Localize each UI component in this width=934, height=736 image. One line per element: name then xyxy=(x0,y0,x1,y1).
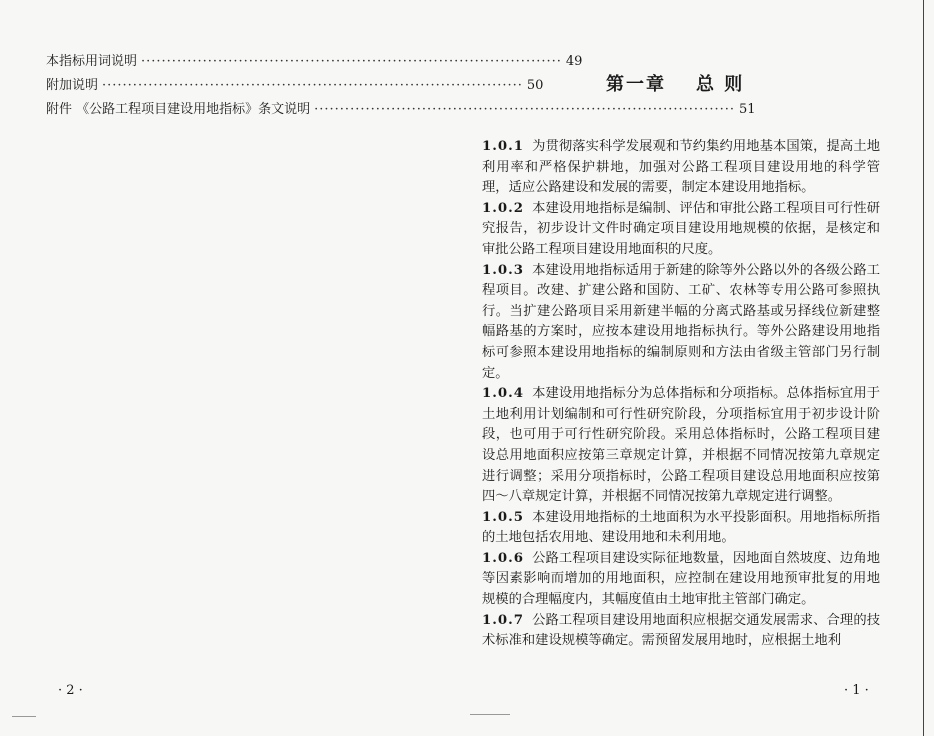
chapter-body xyxy=(482,137,880,652)
clause-number: 1.0.6 xyxy=(482,550,525,566)
clause-paragraph xyxy=(482,384,880,508)
page-number: · 1 · xyxy=(844,683,869,698)
clause-paragraph xyxy=(482,199,880,261)
page-number: · 2 · xyxy=(58,683,83,698)
toc-entry-title: 本指标用词说明 xyxy=(46,54,138,69)
clause-text: 公路工程项目建设实际征地数量，因地面自然坡度、边角地等因素影响而增加的用地面积，应控制在建设用地预审批复的用地规模的合理幅度内，其幅度值由土地审批主管部门确定。 xyxy=(482,550,880,608)
scan-mark xyxy=(12,716,36,717)
right-page xyxy=(466,0,934,736)
clause-paragraph xyxy=(482,549,880,611)
clause-text: 为贯彻落实科学发展观和节约集约用地基本国策，提高土地利用率和严格保护耕地，加强对公路工程项目建设用地的科学管理，适应公路建设和发展的需要，制定本建设用地指标。 xyxy=(482,139,880,196)
clause-paragraph xyxy=(482,261,880,385)
clause-paragraph xyxy=(482,611,880,652)
toc-entry-page: 49 xyxy=(565,54,583,69)
clause-text: 本建设用地指标适用于新建的除等外公路以外的各级公路工程项目。改建、扩建公路和国防、工矿、农林等专用公路可参照执行。当扩建公路项目采用新建半幅的分离式路基或另择线位新建整幅路基的方案时，应按本建设用地指标执行。等外公路建设用地指标可参照本建设用地指标的编制原则和方法由省级主管部门另行制定。 xyxy=(482,262,880,381)
clause-number: 1.0.7 xyxy=(482,612,525,628)
toc-entry-title: 附件 《公路工程项目建设用地指标》条文说明 xyxy=(46,102,311,117)
toc-entry-page: 50 xyxy=(526,78,544,93)
clause-text: 公路工程项目建设用地面积应根据交通发展需求、合理的技术标准和建设规模等确定。需预留发展用地时，应根据土地利 xyxy=(482,612,880,649)
clause-text: 本建设用地指标分为总体指标和分项指标。总体指标宜用于土地利用计划编制和可行性研究阶段，分项指标宜用于初步设计阶段，也可用于可行性研究阶段。采用总体指标时，公路工程项目建设总用地面积应按第三章规定计算，并根据不同情况按第九章规定进行调整；采用分项指标时，公路工程项目建设总用地面积应按第四～八章规定计算，并根据不同情况按第九章规定进行调整。 xyxy=(482,386,880,505)
toc-entry xyxy=(46,74,544,98)
scan-mark xyxy=(470,714,510,715)
clause-number: 1.0.4 xyxy=(482,386,525,402)
toc-leader-dots: ·················································································· xyxy=(141,54,562,69)
toc-entry xyxy=(46,98,756,122)
toc-entry xyxy=(46,50,583,74)
clause-paragraph xyxy=(482,508,880,549)
chapter-title: 总 则 xyxy=(696,74,745,95)
toc-leader-dots: ·················································································· xyxy=(314,102,735,117)
page-edge-line xyxy=(923,0,924,736)
toc-entry-page: 51 xyxy=(739,102,756,117)
clause-paragraph xyxy=(482,137,880,199)
clause-number: 1.0.1 xyxy=(482,139,525,154)
clause-number: 1.0.5 xyxy=(482,509,525,525)
toc-leader-dots: ·················································································· xyxy=(102,78,523,93)
chapter-heading xyxy=(606,70,744,96)
clause-number: 1.0.3 xyxy=(482,262,525,278)
clause-number: 1.0.2 xyxy=(482,200,525,216)
clause-text: 本建设用地指标是编制、评估和审批公路工程项目可行性研究报告，初步设计文件时确定项目建设用地规模的依据，是核定和审批公路工程项目建设用地面积的尺度。 xyxy=(482,200,880,257)
chapter-number: 第一章 xyxy=(606,74,666,95)
clause-text: 本建设用地指标的土地面积为水平投影面积。用地指标所指的土地包括农用地、建设用地和未利用地。 xyxy=(482,509,880,546)
toc-entry-title: 附加说明 xyxy=(46,78,99,93)
